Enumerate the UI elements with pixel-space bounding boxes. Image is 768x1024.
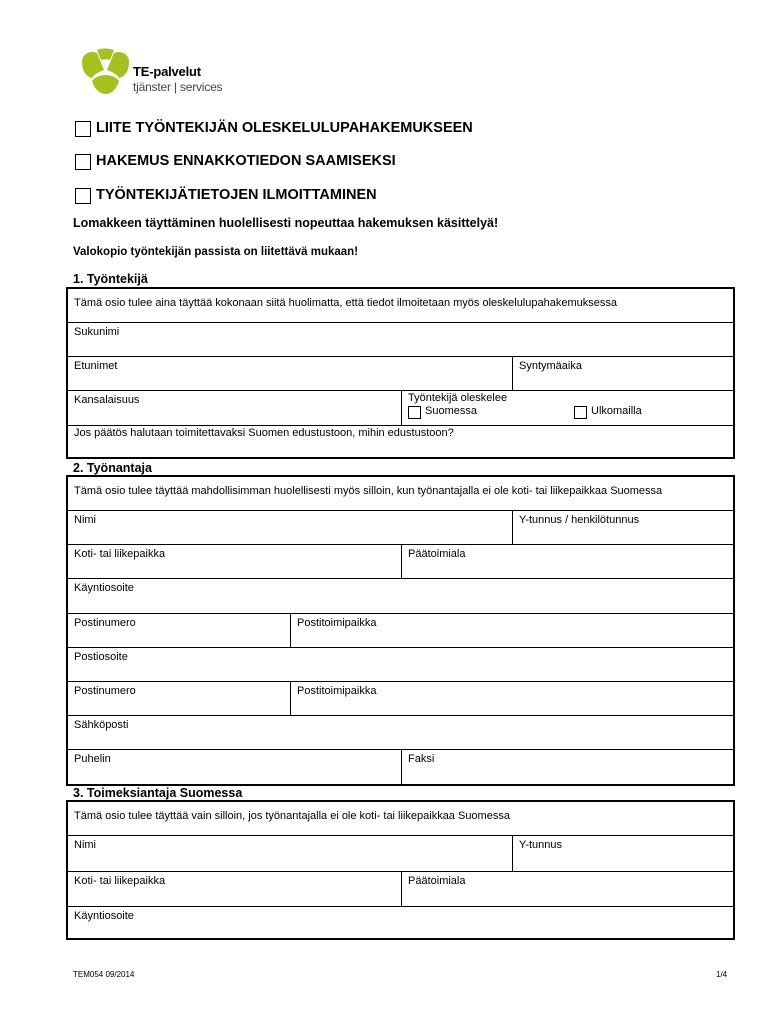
employer-fax-label: Faksi — [408, 753, 435, 765]
heading-tyontekijatiedot: TYÖNTEKIJÄTIETOJEN ILMOITTAMINEN — [96, 187, 377, 203]
section2-info: Tämä osio tulee täyttää mahdollisimman huolellisesti myös silloin, kun työnantajalla ei ole koti- tai liikepaikkaa Suomessa — [74, 485, 663, 497]
employer-visiting-address-field[interactable] — [68, 578, 733, 614]
employer-post-office-1-label: Postitoimipaikka — [297, 617, 377, 629]
employer-name-row — [68, 510, 733, 545]
employer-main-business-label: Päätoimiala — [408, 548, 466, 560]
checkbox-in-finland[interactable] — [408, 406, 421, 419]
employer-postal-code-2-label: Postinumero — [74, 685, 136, 697]
employer-domicile-label: Koti- tai liikepaikka — [74, 548, 166, 560]
employer-name-field[interactable] — [68, 511, 512, 545]
employer-postal-code-1-label: Postinumero — [74, 617, 136, 629]
employer-phone-field[interactable] — [68, 750, 401, 784]
employer-domicile-field[interactable] — [68, 545, 401, 579]
employer-phone-row — [68, 749, 733, 784]
checkbox-liite[interactable] — [75, 121, 91, 137]
principal-name-label: Nimi — [74, 839, 96, 851]
employer-postal-code-2-field[interactable] — [68, 682, 290, 716]
surname-field[interactable] — [68, 322, 733, 357]
section1-title: 1. Työntekijä — [73, 272, 148, 286]
note-fill-carefully: Lomakkeen täyttäminen huolellisesti nopeuttaa hakemuksen käsittelyä! — [73, 216, 499, 230]
section2-box — [66, 475, 735, 786]
principal-main-business-field[interactable] — [401, 872, 733, 907]
principal-visiting-address-label: Käyntiosoite — [74, 910, 134, 922]
heading-hakemus: HAKEMUS ENNAKKOTIEDON SAAMISEKSI — [96, 153, 396, 169]
principal-name-field[interactable] — [68, 836, 512, 872]
section3-info-row — [68, 802, 733, 835]
principal-domicile-field[interactable] — [68, 872, 401, 907]
surname-label: Sukunimi — [74, 326, 120, 338]
employer-domicile-row — [68, 544, 733, 579]
page-number: 1/4 — [716, 970, 728, 979]
employer-email-label: Sähköposti — [74, 719, 129, 731]
logo-tagline: tjänster | services — [133, 80, 223, 94]
nationality-field[interactable] — [68, 391, 401, 426]
in-finland-label: Suomessa — [425, 405, 477, 417]
principal-business-id-label: Y-tunnus — [519, 839, 563, 851]
employer-email-field[interactable] — [68, 715, 733, 750]
employer-phone-label: Puhelin — [74, 753, 111, 765]
birth-date-label: Syntymäaika — [519, 360, 582, 372]
employer-business-id-field[interactable] — [512, 511, 733, 545]
logo-mark-icon — [82, 49, 129, 95]
embassy-label: Jos päätös halutaan toimitettavaksi Suomen edustustoon, mihin edustustoon? — [74, 427, 454, 439]
employer-main-business-field[interactable] — [401, 545, 733, 579]
section3-box — [66, 800, 735, 940]
checkbox-hakemus[interactable] — [75, 154, 91, 170]
embassy-field[interactable] — [68, 425, 733, 457]
employer-postal-row-2 — [68, 681, 733, 716]
birth-date-field[interactable] — [512, 357, 733, 391]
first-names-label: Etunimet — [74, 360, 118, 372]
employer-name-label: Nimi — [74, 514, 96, 526]
section2-title: 2. Työnantaja — [73, 461, 152, 475]
employer-postal-code-1-field[interactable] — [68, 614, 290, 648]
principal-visiting-address-field[interactable] — [68, 906, 733, 938]
abroad-label: Ulkomailla — [591, 405, 642, 417]
employer-post-office-1-field[interactable] — [290, 614, 733, 648]
employer-business-id-label: Y-tunnus / henkilötunnus — [519, 514, 640, 526]
residence-field — [401, 391, 733, 426]
first-names-field[interactable] — [68, 357, 512, 391]
employer-post-office-2-label: Postitoimipaikka — [297, 685, 377, 697]
names-row — [68, 356, 733, 391]
form-code: TEM054 09/2014 — [73, 970, 135, 979]
note-passport-copy: Valokopio työntekijän passista on liitettävä mukaan! — [73, 246, 359, 258]
nationality-row — [68, 390, 733, 426]
employer-post-office-2-field[interactable] — [290, 682, 733, 716]
section1-box — [66, 287, 735, 459]
checkbox-tyontekijatiedot[interactable] — [75, 188, 91, 204]
employer-postal-address-field[interactable] — [68, 647, 733, 682]
employer-fax-field[interactable] — [401, 750, 733, 784]
nationality-label: Kansalaisuus — [74, 394, 140, 406]
heading-liite: LIITE TYÖNTEKIJÄN OLESKELULUPAHAKEMUKSEEN — [96, 120, 473, 136]
section1-info-row — [68, 289, 733, 322]
checkbox-abroad[interactable] — [574, 406, 587, 419]
residence-label: Työntekijä oleskelee — [408, 392, 508, 404]
section3-title: 3. Toimeksiantaja Suomessa — [73, 786, 243, 800]
principal-domicile-label: Koti- tai liikepaikka — [74, 875, 166, 887]
principal-business-id-field[interactable] — [512, 836, 733, 872]
section3-info: Tämä osio tulee täyttää vain silloin, jos työnantajalla ei ole koti- tai liikepaikkaa Suomessa — [74, 810, 510, 822]
logo-title: TE-palvelut — [133, 64, 201, 79]
employer-visiting-address-label: Käyntiosoite — [74, 582, 134, 594]
employer-postal-row-1 — [68, 613, 733, 648]
principal-main-business-label: Päätoimiala — [408, 875, 466, 887]
section2-info-row — [68, 477, 733, 510]
principal-domicile-row — [68, 871, 733, 907]
section1-info: Tämä osio tulee aina täyttää kokonaan siitä huolimatta, että tiedot ilmoitetaan myös oleskelulupahakemuksessa — [74, 297, 617, 309]
employer-postal-address-label: Postiosoite — [74, 651, 128, 663]
principal-name-row — [68, 835, 733, 872]
